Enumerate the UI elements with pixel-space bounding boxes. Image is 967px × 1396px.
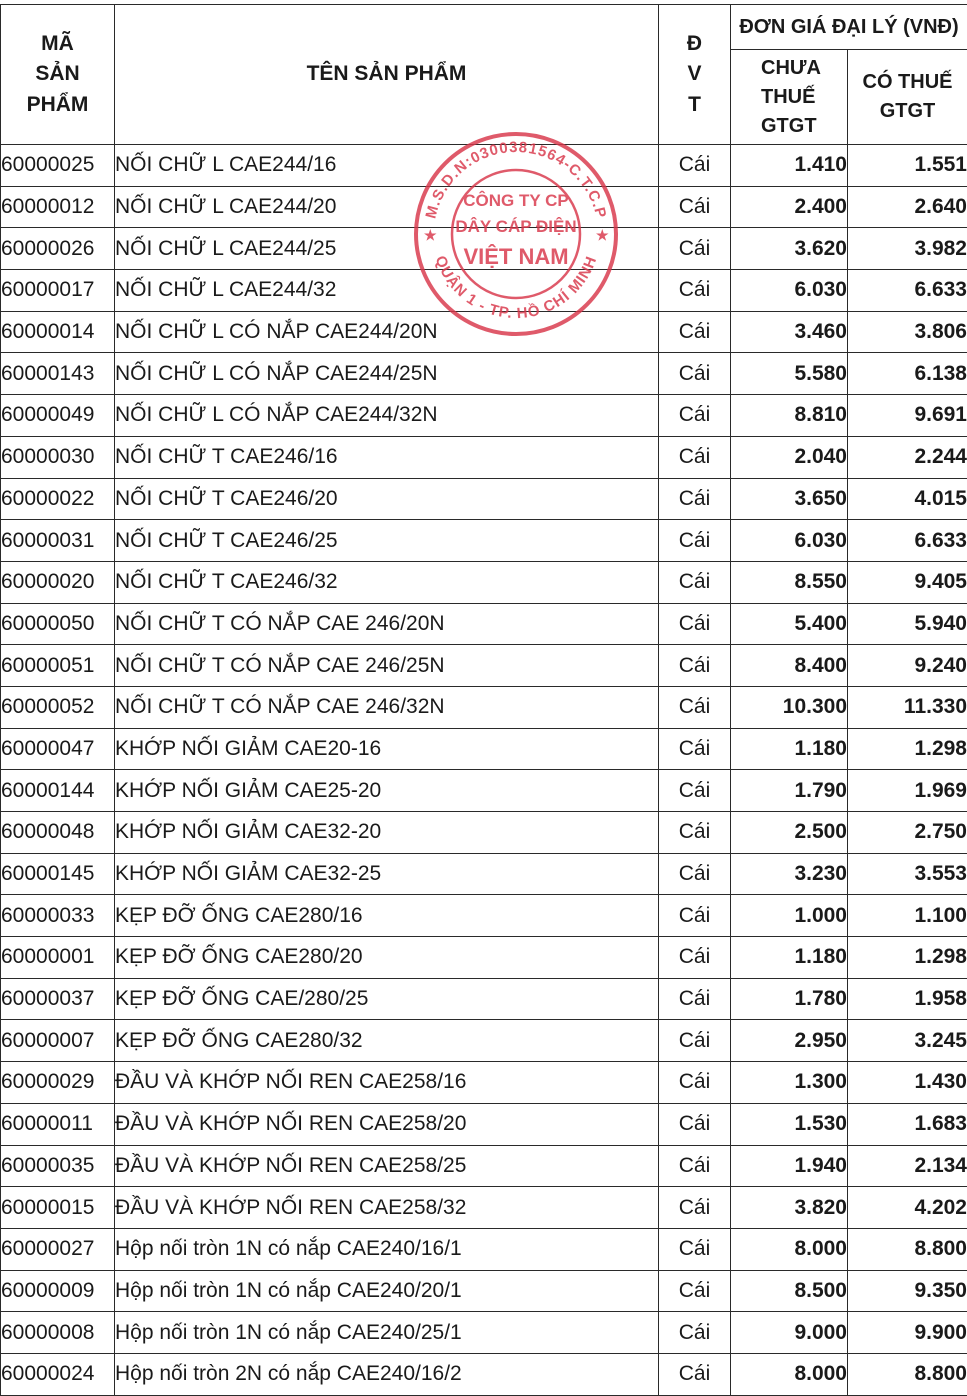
product-code-cell: 60000022 <box>1 478 115 520</box>
stamp-arc-bottom-text: QUẬN 1 - TP. HỒ CHÍ MINH <box>432 253 601 322</box>
product-code-cell: 60000049 <box>1 395 115 437</box>
price-before-tax-cell: 2.040 <box>731 436 848 478</box>
price-before-tax-cell: 1.790 <box>731 770 848 812</box>
product-name-cell: KẸP ĐỠ ỐNG CAE/280/25 <box>115 978 659 1020</box>
table-row <box>1 395 967 437</box>
product-name-cell: Hộp nối tròn 1N có nắp CAE240/20/1 <box>115 1270 659 1312</box>
price-before-tax-cell: 8.400 <box>731 645 848 687</box>
price-after-tax-cell: 6.633 <box>848 520 967 562</box>
table-row <box>1 1187 967 1229</box>
header-before-tax <box>731 50 848 145</box>
product-code-cell: 60000024 <box>1 1353 115 1395</box>
price-before-tax-cell: 3.620 <box>731 228 848 270</box>
unit-cell: Cái <box>659 561 731 603</box>
product-name-cell: ĐẦU VÀ KHỚP NỐI REN CAE258/16 <box>115 1062 659 1104</box>
price-after-tax-cell: 9.350 <box>848 1270 967 1312</box>
unit-cell: Cái <box>659 603 731 645</box>
price-after-tax-cell: 9.405 <box>848 561 967 603</box>
unit-cell: Cái <box>659 895 731 937</box>
price-before-tax-cell: 1.410 <box>731 145 848 187</box>
price-before-tax-cell: 8.550 <box>731 561 848 603</box>
price-before-tax-cell: 8.000 <box>731 1228 848 1270</box>
price-before-tax-cell: 1.000 <box>731 895 848 937</box>
product-code-cell: 60000001 <box>1 937 115 979</box>
unit-cell: Cái <box>659 270 731 312</box>
product-name-cell: NỐI CHỮ T CÓ NẮP CAE 246/32N <box>115 686 659 728</box>
table-row <box>1 645 967 687</box>
unit-cell: Cái <box>659 1270 731 1312</box>
product-code-cell: 60000017 <box>1 270 115 312</box>
table-row <box>1 770 967 812</box>
table-row <box>1 478 967 520</box>
header-before-tax-line: GTGT <box>761 112 847 141</box>
price-after-tax-cell: 2.750 <box>848 812 967 854</box>
product-name-cell: NỐI CHỮ T CÓ NẮP CAE 246/20N <box>115 603 659 645</box>
price-after-tax-cell: 3.245 <box>848 1020 967 1062</box>
unit-cell: Cái <box>659 1187 731 1229</box>
table-row <box>1 1270 967 1312</box>
product-code-cell: 60000009 <box>1 1270 115 1312</box>
table-row <box>1 353 967 395</box>
product-name-cell: KHỚP NỐI GIẢM CAE25-20 <box>115 770 659 812</box>
price-after-tax-cell: 2.244 <box>848 436 967 478</box>
product-name-cell: KHỚP NỐI GIẢM CAE32-25 <box>115 853 659 895</box>
unit-cell: Cái <box>659 1020 731 1062</box>
product-name-cell: Hộp nối tròn 1N có nắp CAE240/16/1 <box>115 1228 659 1270</box>
product-name-cell: NỐI CHỮ T CÓ NẮP CAE 246/25N <box>115 645 659 687</box>
unit-cell: Cái <box>659 645 731 687</box>
product-code-cell: 60000145 <box>1 853 115 895</box>
header-before-tax-line: THUẾ <box>761 83 847 112</box>
stamp-arc-top-text: M.S.D.N:0300381564-C.T.C.P <box>422 139 609 221</box>
price-before-tax-cell: 8.810 <box>731 395 848 437</box>
product-name-cell: NỐI CHỮ T CAE246/25 <box>115 520 659 562</box>
price-after-tax-cell: 1.551 <box>848 145 967 187</box>
price-after-tax-cell: 1.100 <box>848 895 967 937</box>
product-name-cell: NỐI CHỮ L CÓ NẮP CAE244/25N <box>115 353 659 395</box>
price-after-tax-cell: 2.134 <box>848 1145 967 1187</box>
table-row <box>1 186 967 228</box>
product-code-cell: 60000027 <box>1 1228 115 1270</box>
unit-cell: Cái <box>659 1103 731 1145</box>
product-code-cell: 60000050 <box>1 603 115 645</box>
price-before-tax-cell: 8.500 <box>731 1270 848 1312</box>
price-after-tax-cell: 1.430 <box>848 1062 967 1104</box>
unit-cell: Cái <box>659 478 731 520</box>
header-unit-line: Đ <box>659 29 730 59</box>
product-name-cell: NỐI CHỮ L CÓ NẮP CAE244/20N <box>115 311 659 353</box>
price-before-tax-cell: 8.000 <box>731 1353 848 1395</box>
unit-cell: Cái <box>659 436 731 478</box>
product-code-cell: 60000015 <box>1 1187 115 1229</box>
product-code-cell: 60000052 <box>1 686 115 728</box>
product-name-cell: KHỚP NỐI GIẢM CAE32-20 <box>115 812 659 854</box>
header-after-tax-line: CÓ THUẾ <box>848 68 967 97</box>
price-before-tax-cell: 3.230 <box>731 853 848 895</box>
product-code-cell: 60000012 <box>1 186 115 228</box>
price-after-tax-cell: 2.640 <box>848 186 967 228</box>
price-after-tax-cell: 6.633 <box>848 270 967 312</box>
table-row <box>1 686 967 728</box>
unit-cell: Cái <box>659 728 731 770</box>
table-row <box>1 937 967 979</box>
price-after-tax-cell: 1.958 <box>848 978 967 1020</box>
price-after-tax-cell: 3.982 <box>848 228 967 270</box>
table-row <box>1 1353 967 1395</box>
price-after-tax-cell: 4.202 <box>848 1187 967 1229</box>
table-row <box>1 812 967 854</box>
product-name-cell: KẸP ĐỠ ỐNG CAE280/20 <box>115 937 659 979</box>
header-agent-price: ĐƠN GIÁ ĐẠI LÝ (VNĐ) <box>731 5 967 50</box>
price-before-tax-cell: 3.650 <box>731 478 848 520</box>
unit-cell: Cái <box>659 186 731 228</box>
product-name-cell: NỐI CHỮ L CÓ NẮP CAE244/32N <box>115 395 659 437</box>
price-after-tax-cell: 1.969 <box>848 770 967 812</box>
product-code-cell: 60000047 <box>1 728 115 770</box>
header-after-tax <box>848 50 967 145</box>
header-unit-line: T <box>659 90 730 120</box>
unit-cell: Cái <box>659 311 731 353</box>
price-before-tax-cell: 5.400 <box>731 603 848 645</box>
table-row <box>1 1062 967 1104</box>
price-after-tax-cell: 6.138 <box>848 353 967 395</box>
product-name-cell: NỐI CHỮ L CAE244/16 <box>115 145 659 187</box>
product-name-cell: NỐI CHỮ L CAE244/25 <box>115 228 659 270</box>
header-unit-line: V <box>659 59 730 89</box>
unit-cell: Cái <box>659 1353 731 1395</box>
price-before-tax-cell: 5.580 <box>731 353 848 395</box>
product-code-cell: 60000144 <box>1 770 115 812</box>
price-after-tax-cell: 3.806 <box>848 311 967 353</box>
stamp-line-2: DÂY CÁP ĐIỆN <box>455 217 576 236</box>
stamp-line-3: VIỆT NAM <box>463 244 568 269</box>
unit-cell: Cái <box>659 978 731 1020</box>
table-row <box>1 1145 967 1187</box>
price-before-tax-cell: 6.030 <box>731 270 848 312</box>
price-after-tax-cell: 1.683 <box>848 1103 967 1145</box>
stamp-star-left: ★ <box>424 227 437 243</box>
price-table <box>0 4 967 1396</box>
unit-cell: Cái <box>659 812 731 854</box>
unit-cell: Cái <box>659 937 731 979</box>
product-name-cell: NỐI CHỮ T CAE246/32 <box>115 561 659 603</box>
price-after-tax-cell: 9.240 <box>848 645 967 687</box>
product-code-cell: 60000033 <box>1 895 115 937</box>
price-after-tax-cell: 9.691 <box>848 395 967 437</box>
product-name-cell: ĐẦU VÀ KHỚP NỐI REN CAE258/32 <box>115 1187 659 1229</box>
header-code <box>1 5 115 145</box>
price-before-tax-cell: 2.400 <box>731 186 848 228</box>
price-before-tax-cell: 1.780 <box>731 978 848 1020</box>
table-row <box>1 145 967 187</box>
header-product-name: TÊN SẢN PHẨM <box>115 5 659 145</box>
table-row <box>1 1020 967 1062</box>
header-code-line: SẢN <box>1 59 114 89</box>
product-name-cell: KHỚP NỐI GIẢM CAE20-16 <box>115 728 659 770</box>
table-row <box>1 603 967 645</box>
header-unit <box>659 5 731 145</box>
price-after-tax-cell: 9.900 <box>848 1312 967 1354</box>
product-code-cell: 60000037 <box>1 978 115 1020</box>
table-row <box>1 311 967 353</box>
price-before-tax-cell: 1.300 <box>731 1062 848 1104</box>
price-before-tax-cell: 1.940 <box>731 1145 848 1187</box>
product-name-cell: NỐI CHỮ T CAE246/20 <box>115 478 659 520</box>
price-after-tax-cell: 8.800 <box>848 1228 967 1270</box>
table-row <box>1 728 967 770</box>
stamp-line-1: CÔNG TY CP <box>463 191 568 210</box>
unit-cell: Cái <box>659 770 731 812</box>
table-body <box>1 145 967 1396</box>
price-after-tax-cell: 8.800 <box>848 1353 967 1395</box>
product-code-cell: 60000020 <box>1 561 115 603</box>
product-code-cell: 60000011 <box>1 1103 115 1145</box>
price-after-tax-cell: 5.940 <box>848 603 967 645</box>
price-before-tax-cell: 3.460 <box>731 311 848 353</box>
product-name-cell: ĐẦU VÀ KHỚP NỐI REN CAE258/25 <box>115 1145 659 1187</box>
product-code-cell: 60000030 <box>1 436 115 478</box>
product-name-cell: NỐI CHỮ L CAE244/32 <box>115 270 659 312</box>
table-row <box>1 520 967 562</box>
table-row <box>1 561 967 603</box>
unit-cell: Cái <box>659 1228 731 1270</box>
product-code-cell: 60000014 <box>1 311 115 353</box>
product-name-cell: NỐI CHỮ L CAE244/20 <box>115 186 659 228</box>
product-code-cell: 60000048 <box>1 812 115 854</box>
product-name-cell: Hộp nối tròn 2N có nắp CAE240/16/2 <box>115 1353 659 1395</box>
unit-cell: Cái <box>659 228 731 270</box>
table-row <box>1 978 967 1020</box>
table-row <box>1 436 967 478</box>
unit-cell: Cái <box>659 353 731 395</box>
table-row <box>1 270 967 312</box>
product-name-cell: KẸP ĐỠ ỐNG CAE280/16 <box>115 895 659 937</box>
price-before-tax-cell: 2.950 <box>731 1020 848 1062</box>
price-before-tax-cell: 1.180 <box>731 937 848 979</box>
table-row <box>1 1103 967 1145</box>
price-before-tax-cell: 3.820 <box>731 1187 848 1229</box>
product-code-cell: 60000029 <box>1 1062 115 1104</box>
product-code-cell: 60000008 <box>1 1312 115 1354</box>
price-after-tax-cell: 1.298 <box>848 937 967 979</box>
unit-cell: Cái <box>659 520 731 562</box>
unit-cell: Cái <box>659 1062 731 1104</box>
header-code-line: MÃ <box>1 29 114 59</box>
unit-cell: Cái <box>659 853 731 895</box>
product-name-cell: NỐI CHỮ T CAE246/16 <box>115 436 659 478</box>
price-after-tax-cell: 3.553 <box>848 853 967 895</box>
table-header <box>1 5 967 145</box>
price-before-tax-cell: 6.030 <box>731 520 848 562</box>
table-row <box>1 895 967 937</box>
price-after-tax-cell: 4.015 <box>848 478 967 520</box>
table-row <box>1 1312 967 1354</box>
price-before-tax-cell: 1.180 <box>731 728 848 770</box>
unit-cell: Cái <box>659 145 731 187</box>
unit-cell: Cái <box>659 1312 731 1354</box>
product-code-cell: 60000026 <box>1 228 115 270</box>
price-before-tax-cell: 2.500 <box>731 812 848 854</box>
header-after-tax-line: GTGT <box>848 97 967 126</box>
unit-cell: Cái <box>659 1145 731 1187</box>
product-code-cell: 60000031 <box>1 520 115 562</box>
price-before-tax-cell: 9.000 <box>731 1312 848 1354</box>
product-name-cell: KẸP ĐỠ ỐNG CAE280/32 <box>115 1020 659 1062</box>
product-code-cell: 60000035 <box>1 1145 115 1187</box>
stamp-star-right: ★ <box>596 227 609 243</box>
product-code-cell: 60000007 <box>1 1020 115 1062</box>
price-before-tax-cell: 10.300 <box>731 686 848 728</box>
price-before-tax-cell: 1.530 <box>731 1103 848 1145</box>
unit-cell: Cái <box>659 686 731 728</box>
unit-cell: Cái <box>659 395 731 437</box>
header-code-line: PHẨM <box>1 90 114 120</box>
product-name-cell: Hộp nối tròn 1N có nắp CAE240/25/1 <box>115 1312 659 1354</box>
table-row <box>1 1228 967 1270</box>
product-code-cell: 60000025 <box>1 145 115 187</box>
price-after-tax-cell: 1.298 <box>848 728 967 770</box>
header-before-tax-line: CHƯA <box>761 54 847 83</box>
product-code-cell: 60000051 <box>1 645 115 687</box>
product-code-cell: 60000143 <box>1 353 115 395</box>
product-name-cell: ĐẦU VÀ KHỚP NỐI REN CAE258/20 <box>115 1103 659 1145</box>
table-row <box>1 228 967 270</box>
table-row <box>1 853 967 895</box>
price-after-tax-cell: 11.330 <box>848 686 967 728</box>
